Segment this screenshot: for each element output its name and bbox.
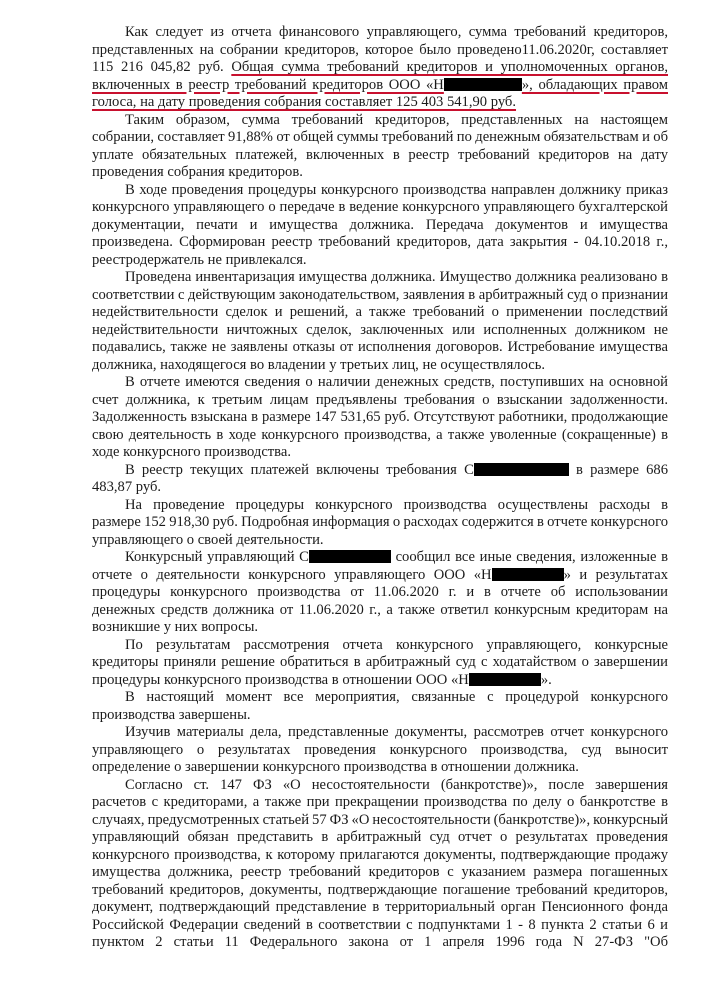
- text-segment: управляющего о результатах проведения конкурсного производства, суд выносит: [92, 741, 668, 758]
- text-segment: В реестр текущих платежей включены требования С: [125, 461, 474, 478]
- text-line: [92, 619, 668, 637]
- text-segment: документ, подтверждающий представление в территориальный орган Пенсионного фонда: [92, 899, 668, 915]
- text-segment: представленных на собрании кредиторов, которое было проведено11.06.2020г, составляет: [92, 41, 668, 58]
- text-line: [92, 392, 668, 410]
- text-line: [92, 777, 668, 795]
- paragraph: [92, 374, 668, 462]
- text-line: [92, 672, 668, 690]
- text-segment: В настоящий момент все мероприятия, связанные с процедурой конкурсного: [125, 689, 668, 705]
- text-line: [92, 602, 668, 620]
- redaction-block: [309, 550, 391, 563]
- text-segment: В ходе проведения процедуры конкурсного производства направлен должнику приказ: [125, 181, 668, 198]
- text-line: [92, 269, 668, 287]
- text-segment: реестродержатель не привлекался.: [92, 251, 307, 268]
- text-segment: конкурсного производства, к которому прилагаются документы, подтверждающие продажу: [92, 846, 668, 863]
- text-line: [92, 917, 668, 935]
- text-line: [92, 427, 668, 445]
- text-line: [92, 724, 668, 742]
- paragraph: [92, 269, 668, 374]
- text-line: [92, 374, 668, 392]
- text-segment: собрании, составляет 91,88% от общей суммы требований по денежным обязательствам и об: [92, 129, 668, 145]
- text-segment: пунктом 2 статьи 11 Федерального закона от 1 апреля 1996 года N 27-ФЗ "Об: [92, 934, 668, 950]
- text-line: [92, 199, 668, 217]
- text-line: [92, 357, 668, 375]
- text-segment: свою деятельность в ходе конкурсного производства, а также уволенные (сокращенные) в: [92, 426, 668, 443]
- text-line: [92, 234, 668, 252]
- paragraph: [92, 689, 668, 724]
- text-line: [92, 899, 668, 917]
- text-segment: имущества должника, реестр требований кредиторов с указанием размера погашенных: [92, 864, 668, 880]
- text-segment: В отчете имеются сведения о наличии денежных средств, поступивших на основной: [125, 374, 668, 390]
- text-line: [92, 217, 668, 235]
- text-segment: производства завершены.: [92, 706, 251, 723]
- text-segment: ».: [540, 671, 552, 688]
- paragraph: [92, 112, 668, 182]
- text-line: [92, 59, 668, 77]
- text-line: [92, 549, 668, 567]
- paragraph: [92, 777, 668, 952]
- text-segment: ходе конкурсного производства.: [92, 444, 292, 460]
- text-segment: отчете о деятельности конкурсного управляющего ООО «Н: [92, 566, 492, 583]
- text-segment: сообщил все иные сведения, изложенные в: [390, 549, 668, 565]
- text-segment: управляющего о своей деятельности.: [92, 531, 324, 548]
- text-segment: Изучив материалы дела, представленные документы, рассмотрев отчет конкурсного: [125, 724, 668, 740]
- text-segment: Российской Федерации сведений в соответствии с подпунктами 1 - 8 пункта 2 статьи 6 и: [92, 916, 668, 933]
- text-line: [92, 444, 668, 462]
- paragraph: [92, 497, 668, 550]
- text-segment: уплате обязательных платежей, включенных в реестр требований кредиторов на дату: [92, 146, 668, 163]
- text-segment: требований кредиторов, документы, подтверждающие погашение требований кредиторов,: [92, 881, 668, 898]
- text-segment: Задолженность взыскана в размере 147 531,65 руб. Отсутствуют работники, продолжающие: [92, 409, 668, 425]
- text-segment: На проведение процедуры конкурсного производства осуществлены расходы в: [125, 496, 668, 513]
- text-segment: случаях, предусмотренных статьей 57 ФЗ «О несостоятельности (банкротстве)», конкурсный: [92, 811, 668, 828]
- text-line: [92, 462, 668, 480]
- text-line: [92, 304, 668, 322]
- text-line: [92, 322, 668, 340]
- text-segment: в размере 686: [568, 461, 669, 478]
- text-line: [92, 129, 668, 147]
- text-segment: недействительности ничтожных сделок, заключенных или исполненных должником не: [92, 321, 668, 338]
- text-segment: Как следует из отчета финансового управляющего, сумма требований кредиторов,: [125, 24, 668, 40]
- text-segment: 483,87 руб.: [92, 479, 162, 495]
- text-line: [92, 252, 668, 270]
- text-line: [92, 654, 668, 672]
- text-segment: » и результатах: [563, 566, 668, 583]
- text-line: [92, 794, 668, 812]
- text-line: [92, 164, 668, 182]
- text-segment: недействительности сделок и решений, а также требований о применении последствий: [92, 304, 668, 320]
- text-line: [92, 479, 668, 497]
- text-line: [92, 934, 668, 952]
- text-segment: документации, печати и имущества должника. Передача документов и имущества: [92, 216, 668, 233]
- text-line: [92, 882, 668, 900]
- text-segment: управляющий обязан представить в арбитражный суд отчет о результатах проведения: [92, 829, 668, 845]
- text-segment: должника, находящегося во владении у третьих лиц, не осуществлялось.: [92, 356, 546, 373]
- text-line: [92, 94, 668, 112]
- text-segment: произведена. Сформирован реестр требований кредиторов, дата закрытия - 04.10.2018 г.,: [92, 234, 668, 250]
- paragraph: [92, 462, 668, 497]
- text-segment: Согласно ст. 147 ФЗ «О несостоятельности (банкротстве)», после завершения: [125, 776, 668, 793]
- text-segment: возникшие у них вопросы.: [92, 619, 259, 635]
- text-line: [92, 637, 668, 655]
- text-line: [92, 514, 668, 532]
- text-line: [92, 567, 668, 585]
- text-segment: 115 216 045,82 руб.: [92, 59, 232, 75]
- highlighted-text: голоса, на дату проведения собрания составляет 125 403 541,90 руб.: [92, 94, 517, 110]
- text-segment: соответствии с действующим законодательством, заявления в арбитражный суд о признании: [92, 286, 668, 303]
- paragraph: [92, 637, 668, 690]
- text-line: [92, 287, 668, 305]
- text-segment: Проведена инвентаризация имущества должника. Имущество должника реализовано в: [125, 269, 668, 285]
- paragraph: [92, 549, 668, 637]
- text-segment: Конкурсный управляющий С: [125, 549, 309, 565]
- text-line: [92, 24, 668, 42]
- text-line: [92, 584, 668, 602]
- paragraph: [92, 182, 668, 270]
- document-page: [92, 24, 668, 952]
- text-segment: кредиторы приняли решение обратиться в арбитражный суд с ходатайством о завершении: [92, 654, 668, 670]
- redaction-block: [474, 463, 569, 476]
- text-segment: размере 152 918,30 руб. Подробная информация о расходах содержится в отчете конкурсного: [92, 514, 668, 530]
- redaction-block: [492, 568, 564, 581]
- text-line: [92, 759, 668, 777]
- highlighted-text: », обладающих правом: [521, 76, 668, 93]
- text-line: [92, 339, 668, 357]
- text-line: [92, 864, 668, 882]
- redaction-block: [469, 673, 541, 686]
- text-segment: расчетов с кредиторами, а также при прекращении производства по делу о банкротстве в: [92, 794, 668, 810]
- paragraph: [92, 724, 668, 777]
- text-segment: подавались, также не заявлены отказы от исполнения договоров. Истребование имущества: [92, 339, 668, 355]
- text-segment: Таким образом, сумма требований кредиторов, представленных на настоящем: [125, 111, 668, 128]
- text-segment: счет должника, к третьим лицам предъявлены требования о взыскании задолженности.: [92, 391, 668, 408]
- paragraph: [92, 24, 668, 112]
- text-line: [92, 812, 668, 830]
- text-segment: денежных средств должника от 11.06.2020 г., а также ответил конкурсным кредиторам на: [92, 601, 668, 618]
- text-segment: определение о завершении конкурсного производства в отношении должника.: [92, 759, 579, 775]
- text-line: [92, 112, 668, 130]
- highlighted-text: включенных в реестр требований кредиторов ООО «Н: [92, 76, 444, 93]
- text-line: [92, 182, 668, 200]
- text-segment: По результатам рассмотрения отчета конкурсного управляющего, конкурсные: [125, 636, 668, 653]
- text-segment: процедуры конкурсного производства в отношении ООО «Н: [92, 671, 469, 688]
- text-segment: процедуры конкурсного производства от 11.06.2020 г. и в отчете об использовании: [92, 584, 668, 600]
- text-line: [92, 532, 668, 550]
- text-line: [92, 742, 668, 760]
- text-line: [92, 42, 668, 60]
- text-line: [92, 689, 668, 707]
- highlighted-text: Общая сумма требований кредиторов и уполномоченных органов,: [231, 59, 668, 75]
- text-line: [92, 497, 668, 515]
- text-line: [92, 147, 668, 165]
- text-line: [92, 77, 668, 95]
- text-segment: конкурсного управляющего о передаче в ведение конкурсного управляющего бухгалтерской: [92, 199, 668, 215]
- redaction-block: [444, 78, 522, 91]
- text-line: [92, 829, 668, 847]
- text-line: [92, 409, 668, 427]
- text-line: [92, 847, 668, 865]
- text-line: [92, 707, 668, 725]
- text-segment: проведения собрания кредиторов.: [92, 164, 303, 180]
